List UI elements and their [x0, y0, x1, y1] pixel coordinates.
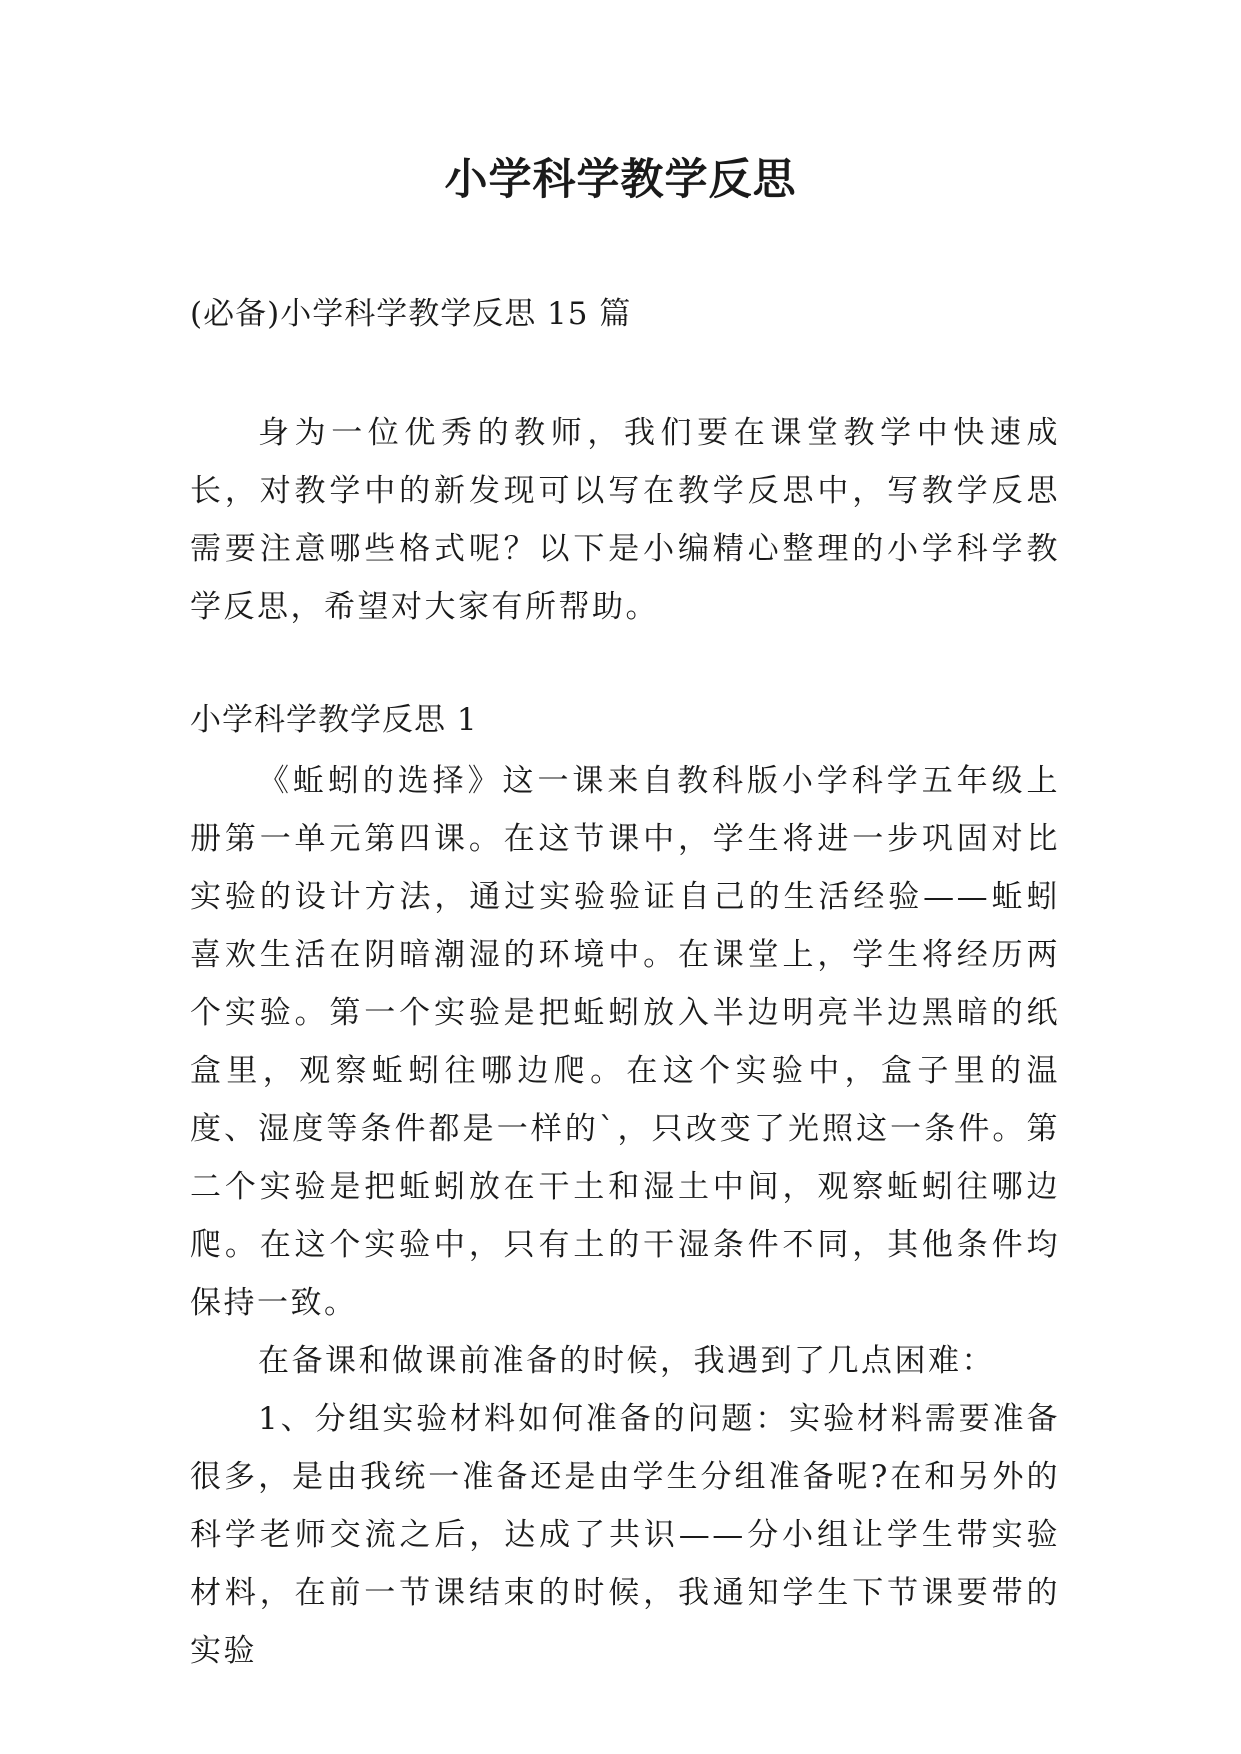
intro-paragraph: 身为一位优秀的教师，我们要在课堂教学中快速成长，对教学中的新发现可以写在教学反思中，写教学反思需要注意哪些格式呢？以下是小编精心整理的小学科学教学反思，希望对大家有所帮助。: [190, 415, 1060, 625]
body-paragraph: 1、分组实验材料如何准备的问题：实验材料需要准备很多，是由我统一准备还是由学生分组准备呢?在和另外的科学老师交流之后，达成了共识——分小组让学生带实验材料，在前一节课结束的时候，我通知学生下节课要带的实验: [190, 1401, 1060, 1669]
section-heading: 小学科学教学反思 1: [190, 702, 478, 738]
document-body: [190, 290, 1060, 1680]
document-title: 小学科学教学反思: [444, 155, 797, 205]
body-paragraph: 《蚯蚓的选择》这一课来自教科版小学科学五年级上册第一单元第四课。在这节课中，学生将进一步巩固对比实验的设计方法，通过实验验证自己的生活经验——蚯蚓喜欢生活在阴暗潮湿的环境中。在课堂上，学生将经历两个实验。第一个实验是把蚯蚓放入半边明亮半边黑暗的纸盒里，观察蚯蚓往哪边爬。在这个实验中，盒子里的温度、湿度等条件都是一样的`，只改变了光照这一条件。第二个实验是把蚯蚓放在干土和湿土中间，观察蚯蚓往哪边爬。在这个实验中，只有土的干湿条件不同，其他条件均保持一致。: [190, 763, 1060, 1321]
document-subtitle: (必备)小学科学教学反思 15 篇: [190, 296, 632, 332]
body-paragraph: 在备课和做课前准备的时候，我遇到了几点困难：: [258, 1343, 995, 1379]
